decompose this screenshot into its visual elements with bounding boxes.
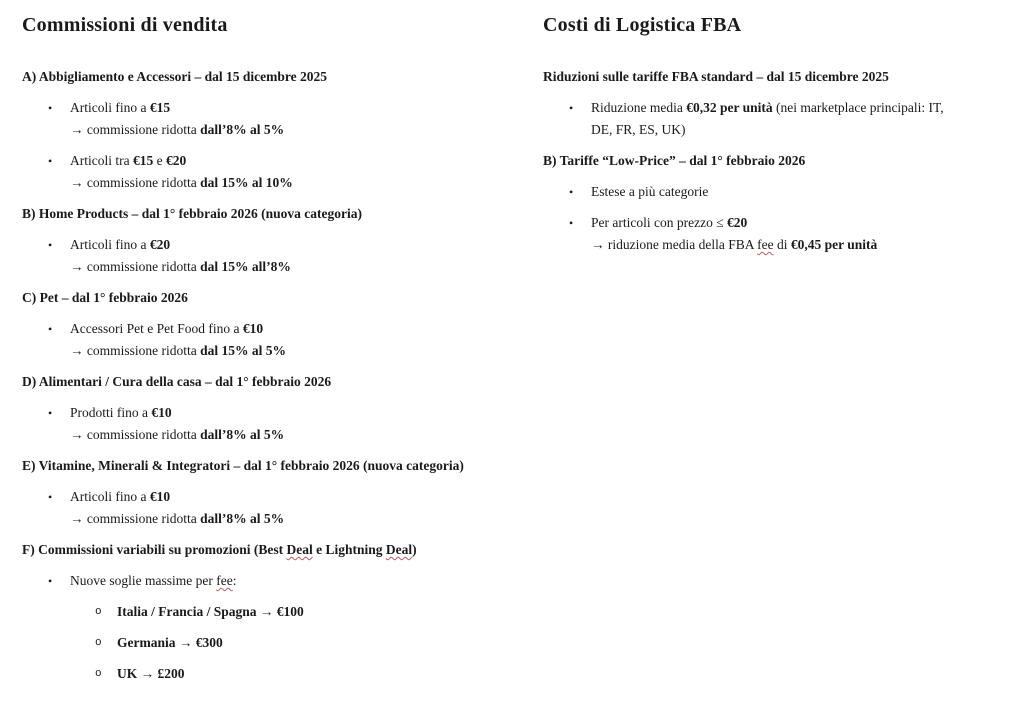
bullet-icon: • (48, 154, 53, 168)
text-line (70, 402, 502, 424)
text-line (117, 632, 502, 654)
bullet-icon: • (48, 322, 53, 336)
text-run: €10 (151, 405, 172, 420)
section-heading (22, 287, 502, 309)
list-item (22, 402, 502, 446)
text-run: e (153, 153, 166, 168)
left-column (22, 0, 502, 694)
list-item (22, 234, 502, 278)
text-run: F) Commissioni variabili su promozioni (Best (22, 542, 287, 557)
list-item (22, 318, 502, 362)
list-item-text (117, 663, 502, 685)
bullet-icon: • (48, 406, 53, 420)
text-run: €10 (242, 321, 264, 336)
bullet-icon: • (48, 238, 53, 252)
text-run: €15 (149, 100, 171, 115)
section-heading (22, 455, 502, 477)
text-run: : (232, 573, 237, 588)
text-run: → commissione ridotta (70, 511, 201, 526)
text-line (70, 97, 502, 119)
text-run: dall’8% al 5% (200, 511, 285, 526)
text-run: E) Vitamine, Minerali & Integratori – dal 1° febbraio 2026 (nuova categoria) (22, 458, 464, 473)
text-run: Articoli fino a (70, 489, 150, 504)
section-heading (22, 66, 502, 88)
text-line (70, 119, 502, 141)
text-line (591, 181, 1021, 203)
bullet-icon: • (569, 216, 574, 230)
text-line (70, 508, 502, 530)
text-run: C) Pet – dal 1° febbraio 2026 (22, 290, 188, 305)
text-run: dal 15% al 10% (200, 175, 293, 190)
text-run: di (773, 237, 791, 252)
text-line (591, 234, 1021, 256)
text-run: → commissione ridotta (70, 259, 201, 274)
text-line (591, 212, 1021, 234)
bullet-icon: • (569, 101, 574, 115)
list-item-text (70, 318, 502, 362)
circle-bullet-icon: o (95, 637, 102, 649)
text-line (70, 318, 502, 340)
text-run: €0,32 per unità (686, 100, 773, 115)
text-run: Prodotti fino a (70, 405, 152, 420)
list-item-text (70, 97, 502, 141)
circle-bullet-icon: o (95, 606, 102, 618)
text-line (70, 234, 502, 256)
text-line (591, 97, 1021, 119)
text-run: e Lightning (312, 542, 386, 557)
bullet-list (22, 486, 502, 530)
text-line (70, 486, 502, 508)
text-run: (nei marketplace principali: IT, (772, 100, 944, 115)
right-column (543, 0, 1021, 265)
right-column-title: Costi di Logistica FBA (543, 14, 742, 36)
bullet-icon: • (48, 574, 53, 588)
text-line (70, 172, 502, 194)
bullet-icon: • (48, 101, 53, 115)
circle-bullet-icon: o (95, 668, 102, 680)
misspelled-word: fee (216, 573, 233, 588)
list-item-text (591, 181, 1021, 203)
text-run: Articoli tra (70, 153, 133, 168)
list-item (543, 97, 1021, 141)
bullet-list (543, 181, 1021, 256)
text-run: B) Home Products – dal 1° febbraio 2026 (nuova categoria) (22, 206, 362, 221)
list-item-text (117, 601, 502, 623)
text-run: Nuove soglie massime per (70, 573, 217, 588)
text-run: → riduzione media della FBA (591, 237, 758, 252)
text-line (70, 570, 502, 592)
text-line (70, 340, 502, 362)
list-item (22, 150, 502, 194)
text-run: → commissione ridotta (70, 122, 201, 137)
text-run: → commissione ridotta (70, 343, 201, 358)
text-run: dall’8% al 5% (200, 427, 285, 442)
bullet-list (543, 97, 1021, 141)
list-item (22, 570, 502, 592)
text-run: Germania → €300 (117, 635, 223, 650)
list-item-text (70, 486, 502, 530)
text-run: Accessori Pet e Pet Food fino a (70, 321, 243, 336)
text-run: B) Tariffe “Low-Price” – dal 1° febbraio 2026 (543, 153, 806, 168)
section-heading (543, 150, 1021, 172)
section-heading (22, 203, 502, 225)
misspelled-word: Deal (286, 542, 313, 557)
text-line (70, 424, 502, 446)
text-run: D) Alimentari / Cura della casa – dal 1° febbraio 2026 (22, 374, 332, 389)
misspelled-word: Deal (385, 542, 413, 557)
text-run: Estese a più categorie (591, 184, 709, 199)
bullet-list (22, 318, 502, 362)
text-run: ) (412, 542, 417, 557)
section-heading (22, 539, 502, 561)
sub-list-item (22, 663, 502, 685)
misspelled-word: fee (757, 237, 774, 252)
list-item-text (117, 632, 502, 654)
bullet-icon: • (48, 490, 53, 504)
list-item (543, 181, 1021, 203)
sub-list-item (22, 632, 502, 654)
text-run: €0,45 per unità (790, 237, 878, 252)
section-heading (543, 66, 1021, 88)
text-line (70, 256, 502, 278)
list-item-text (591, 212, 1021, 256)
text-line (117, 663, 502, 685)
list-item-text (591, 97, 1021, 141)
text-run: €20 (165, 153, 187, 168)
text-line (70, 150, 502, 172)
list-item (543, 212, 1021, 256)
section-heading (22, 371, 502, 393)
list-item-text (70, 234, 502, 278)
bullet-list (22, 570, 502, 685)
bullet-list (22, 234, 502, 278)
list-item-text (70, 150, 502, 194)
text-run: €15 (132, 153, 154, 168)
text-run: Per articoli con prezzo ≤ (591, 215, 727, 230)
text-run: A) Abbigliamento e Accessori – dal 15 dicembre 2025 (22, 69, 327, 84)
text-run: dal 15% all’8% (200, 259, 291, 274)
list-item-text (70, 402, 502, 446)
text-run: Articoli fino a (70, 237, 150, 252)
text-run: UK → £200 (117, 666, 185, 681)
left-column-title: Commissioni di vendita (22, 14, 228, 36)
text-run: → commissione ridotta (70, 175, 201, 190)
right-column-sections (543, 66, 1021, 256)
text-line (591, 119, 1021, 141)
text-line (117, 601, 502, 623)
bullet-list (22, 402, 502, 446)
text-run: dal 15% al 5% (200, 343, 286, 358)
text-run: €20 (149, 237, 171, 252)
text-run: Italia / Francia / Spagna → €100 (117, 604, 304, 619)
text-run: Riduzione media (591, 100, 687, 115)
left-column-sections (22, 66, 502, 685)
list-item-text (70, 570, 502, 592)
list-item (22, 97, 502, 141)
text-run: → commissione ridotta (70, 427, 201, 442)
sub-list-item (22, 601, 502, 623)
text-run: €10 (149, 489, 171, 504)
list-item (22, 486, 502, 530)
bullet-icon: • (569, 185, 574, 199)
text-run: DE, FR, ES, UK) (591, 122, 686, 137)
text-run: dall’8% al 5% (200, 122, 285, 137)
text-run: €20 (726, 215, 748, 230)
text-run: Riduzioni sulle tariffe FBA standard – dal 15 dicembre 2025 (543, 69, 889, 84)
bullet-list (22, 97, 502, 194)
text-run: Articoli fino a (70, 100, 150, 115)
